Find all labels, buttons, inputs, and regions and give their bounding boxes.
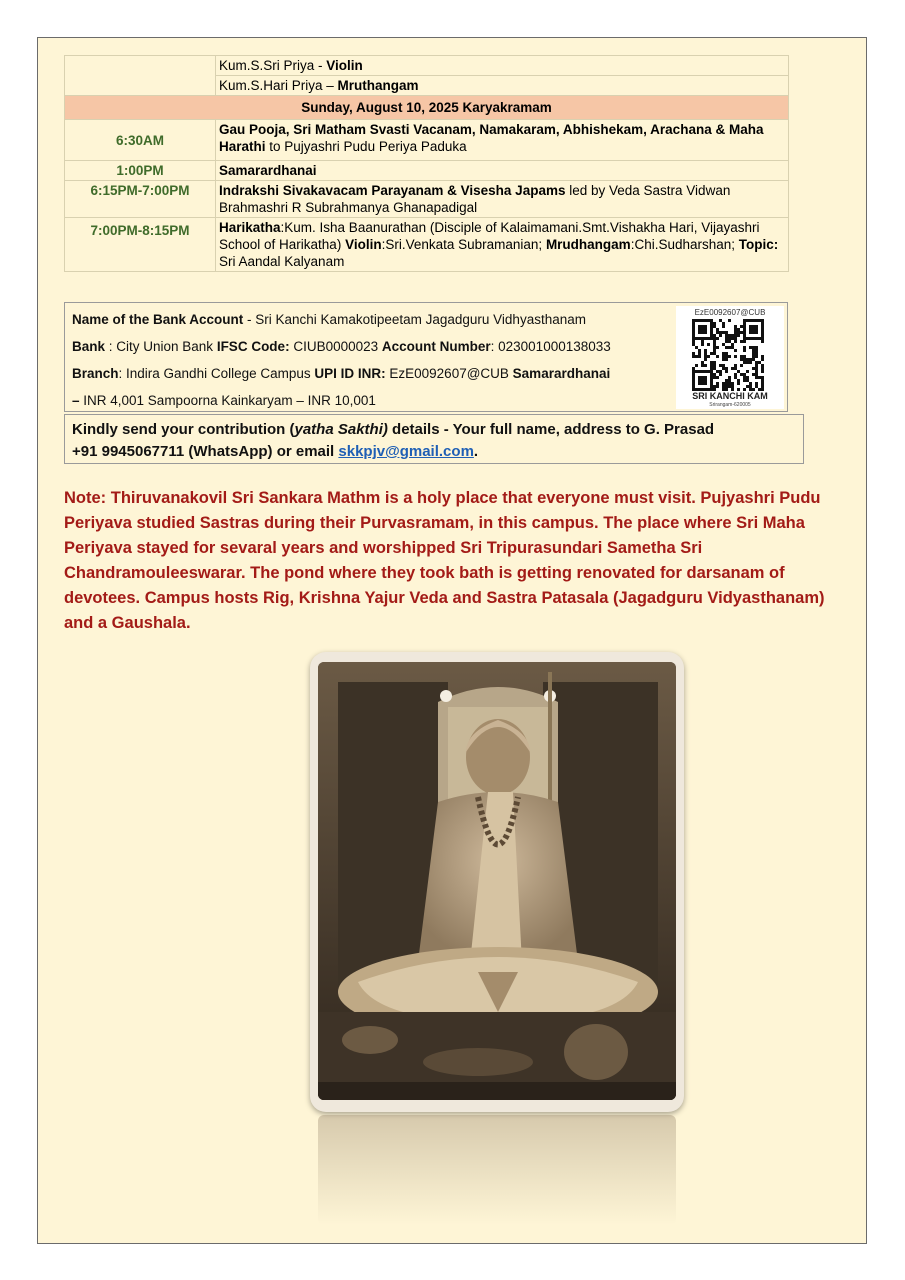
table-row (65, 181, 789, 218)
performer-name: Kum.S.Sri Priya (219, 58, 315, 73)
contribution-italic: yatha Sakthi) (294, 421, 388, 438)
event-cell (216, 181, 789, 218)
table-row (65, 161, 789, 181)
instrument: Mruthangam (337, 78, 419, 93)
label: IFSC Code: (216, 339, 290, 354)
upi-qr-code (676, 306, 784, 409)
time-cell: 6:15PM-7:00PM (65, 181, 216, 218)
value: : Indira Gandhi College Campus (118, 366, 315, 381)
event-detail: to Pujyashri Pudu Periya Paduka (265, 139, 467, 154)
table-row (65, 120, 789, 161)
dash: – (72, 393, 80, 408)
schedule-table (64, 55, 789, 272)
event-detail: :Kum. Isha Baanurathan (Disciple of Kalaimamani.Smt.Vishakha Hari, Vijayashri School of Harikatha) (219, 220, 760, 252)
bank-account-line (72, 312, 586, 327)
label: Account Number (381, 339, 491, 354)
qr-subcaption: Srirangam-620005 (709, 402, 751, 408)
event-cell (216, 161, 789, 181)
value: INR 4,001 Sampoorna Kainkaryam – INR 10,001 (79, 393, 376, 408)
performer-name: Kum.S.Hari Priya (219, 78, 323, 93)
value: EzE0092607@CUB (385, 366, 513, 381)
performer-cell (216, 76, 789, 96)
contribution-text: +91 9945067711 (WhatsApp) or email (72, 443, 339, 460)
qr-caption: SRI KANCHI KAM (692, 391, 768, 401)
event-label: Mrudhangam (545, 237, 631, 252)
event-title: Indrakshi Sivakavacam Parayanam & Visesha Japams (219, 183, 566, 198)
event-detail: :Sri.Venkata Subramanian; (381, 237, 546, 252)
separator: – (322, 78, 338, 93)
table-row (65, 218, 789, 272)
contribution-text: Kindly send your contribution ( (72, 421, 295, 438)
time-cell: 1:00PM (65, 161, 216, 181)
empty-time-cell (65, 56, 216, 96)
seated-saint-photo-icon (318, 662, 676, 1100)
value: CIUB0000023 (289, 339, 382, 354)
event-detail: :Chi.Sudharshan; (630, 237, 739, 252)
qr-upi-text: EzE0092607@CUB (694, 308, 766, 317)
event-title: Gau Pooja, Sri Matham Svasti Vacanam, Namakaram, Abhishekam, Arachana & Maha Harathi (219, 122, 764, 154)
bank-name-line (72, 339, 611, 354)
bank-details-box (64, 302, 788, 412)
value: - Sri Kanchi Kamakotipeetam Jagadguru Vidhyasthanam (243, 312, 586, 327)
instrument: Violin (326, 58, 363, 73)
value: : 023001000138033 (490, 339, 611, 354)
performer-cell (216, 56, 789, 76)
contribution-text: details - Your full name, address to G. Prasad (387, 421, 715, 438)
amount-line (72, 393, 376, 408)
photo (318, 662, 676, 1100)
contribution-text: . (473, 443, 479, 460)
event-title: Harikatha (219, 220, 281, 235)
photo-reflection (318, 1115, 676, 1225)
label: UPI ID INR: (314, 366, 386, 381)
event-label: Topic: (738, 237, 779, 252)
time-cell: 6:30AM (65, 120, 216, 161)
note-paragraph: Note: Thiruvanakovil Sri Sankara Mathm is a holy place that everyone must visit. Pujyashri Pudu Periyava studied Sastras during their Purvasramam, in this campus. The place where Sri Maha Periyava stayed for sevaral years and worshipped Sri Tripurasundari Sametha Sri Chandramouleeswarar. The pond where they took bath is getting renovated for darsanam of devotees. Campus hosts Rig, Krishna Yajur Veda and Sastra Patasala (Jagadguru Vidyasthanam) and a Gaushala. (64, 489, 825, 632)
branch-line (72, 366, 610, 381)
day-header-row (65, 96, 789, 120)
email-link[interactable]: skkpjv@gmail.com (338, 443, 474, 460)
event-detail: led by Veda Sastra Vidwan Brahmashri R Subrahmanya Ghanapadigal (219, 183, 731, 215)
label: Name of the Bank Account (72, 312, 244, 327)
label: Bank (72, 339, 106, 354)
separator: - (314, 58, 327, 73)
day-header: Sunday, August 10, 2025 Karyakramam (65, 96, 789, 120)
event-label: Violin (345, 237, 382, 252)
event-title: Samarardhanai (219, 163, 317, 178)
time-cell: 7:00PM-8:15PM (65, 218, 216, 272)
table-row (65, 56, 789, 76)
label: Branch (72, 366, 119, 381)
event-detail: Sri Aandal Kalyanam (219, 254, 345, 269)
photo-frame (310, 652, 684, 1112)
event-cell (216, 120, 789, 161)
contribution-box (64, 414, 804, 464)
label: Samarardhanai (512, 366, 611, 381)
value: : City Union Bank (105, 339, 217, 354)
event-cell (216, 218, 789, 272)
